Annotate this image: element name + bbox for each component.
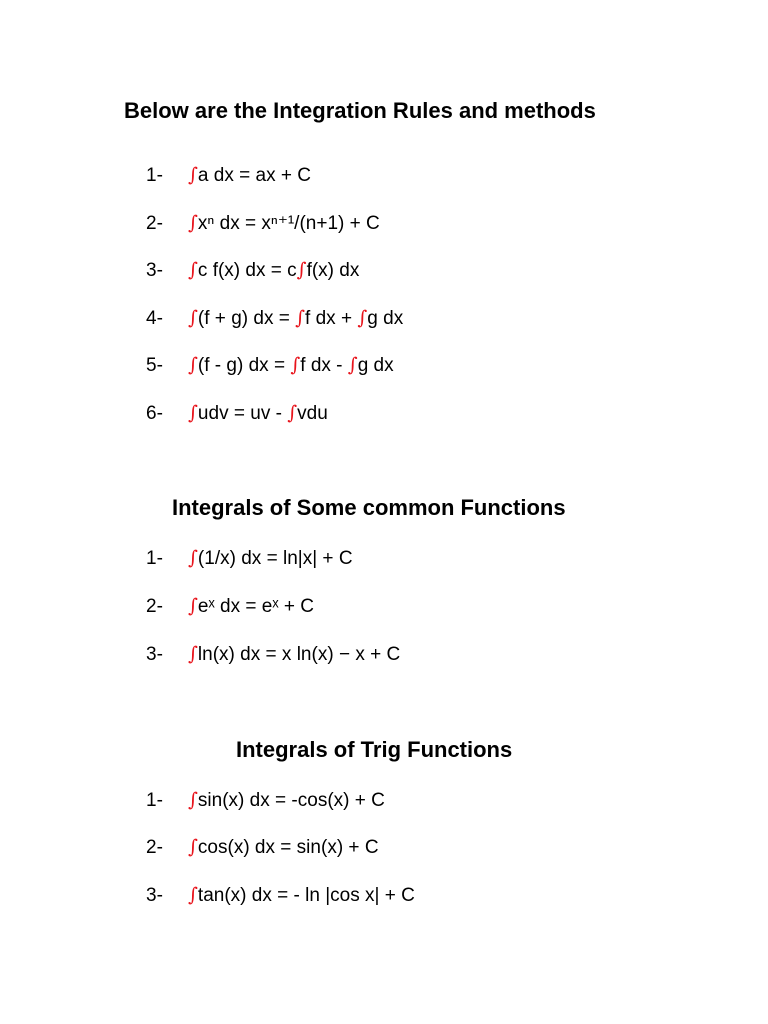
integral-sign-icon: ∫: [188, 643, 198, 665]
section-title-common-functions: Integrals of Some common Functions: [172, 495, 566, 520]
section-title-trig-functions: Integrals of Trig Functions: [236, 737, 513, 762]
formula: ∫(f + g) dx = ∫f dx + ∫g dx: [188, 307, 404, 329]
item-number: 2-: [146, 596, 163, 617]
rule-item: [146, 164, 311, 187]
formula: ∫tan(x) dx = - ln |cos x| + C: [188, 884, 415, 906]
formula: ∫sin(x) dx = -cos(x) + C: [188, 789, 385, 811]
formula: ∫(1/x) dx = ln|x| + C: [188, 547, 353, 569]
common-function-item: [146, 547, 353, 570]
formula: ∫cos(x) dx = sin(x) + C: [188, 836, 379, 858]
integral-sign-icon: ∫: [188, 212, 198, 234]
rule-item: [146, 354, 394, 377]
integral-sign-icon: ∫: [188, 789, 198, 811]
trig-function-item: [146, 789, 385, 812]
item-number: 2-: [146, 837, 163, 858]
item-number: 6-: [146, 403, 163, 424]
common-function-item: [146, 643, 400, 666]
item-number: 5-: [146, 355, 163, 376]
rule-item: [146, 402, 328, 425]
item-number: 1-: [146, 165, 163, 186]
trig-function-item: [146, 884, 415, 907]
integral-sign-icon: ∫: [347, 354, 358, 376]
formula: ∫udv = uv - ∫vdu: [188, 402, 328, 424]
integral-sign-icon: ∫: [188, 836, 198, 858]
integral-sign-icon: ∫: [188, 595, 198, 617]
integral-sign-icon: ∫: [188, 884, 198, 906]
integral-sign-icon: ∫: [295, 307, 306, 329]
integral-sign-icon: ∫: [287, 402, 298, 424]
rule-item: [146, 307, 403, 330]
item-number: 3-: [146, 644, 163, 665]
formula: ∫eˣ dx = eˣ + C: [188, 595, 314, 617]
integral-sign-icon: ∫: [188, 354, 198, 376]
integral-sign-icon: ∫: [188, 547, 198, 569]
formula: ∫xⁿ dx = xⁿ⁺¹/(n+1) + C: [188, 212, 380, 234]
formula: ∫(f - g) dx = ∫f dx - ∫g dx: [188, 354, 394, 376]
integral-sign-icon: ∫: [296, 259, 307, 281]
section-title-integration-rules: Below are the Integration Rules and methods: [124, 98, 596, 123]
trig-function-item: [146, 836, 379, 859]
formula: ∫c f(x) dx = c∫f(x) dx: [188, 259, 360, 281]
integral-sign-icon: ∫: [357, 307, 368, 329]
item-number: 3-: [146, 260, 163, 281]
item-number: 3-: [146, 885, 163, 906]
item-number: 1-: [146, 790, 163, 811]
integral-sign-icon: ∫: [188, 164, 198, 186]
rule-item: [146, 212, 380, 235]
item-number: 4-: [146, 308, 163, 329]
formula: ∫ln(x) dx = x ln(x) − x + C: [188, 643, 401, 665]
integral-sign-icon: ∫: [188, 307, 198, 329]
rule-item: [146, 259, 359, 282]
formula: ∫a dx = ax + C: [188, 164, 311, 186]
integral-sign-icon: ∫: [188, 259, 198, 281]
item-number: 1-: [146, 548, 163, 569]
item-number: 2-: [146, 213, 163, 234]
integral-sign-icon: ∫: [188, 402, 198, 424]
integral-sign-icon: ∫: [290, 354, 301, 376]
common-function-item: [146, 595, 314, 618]
